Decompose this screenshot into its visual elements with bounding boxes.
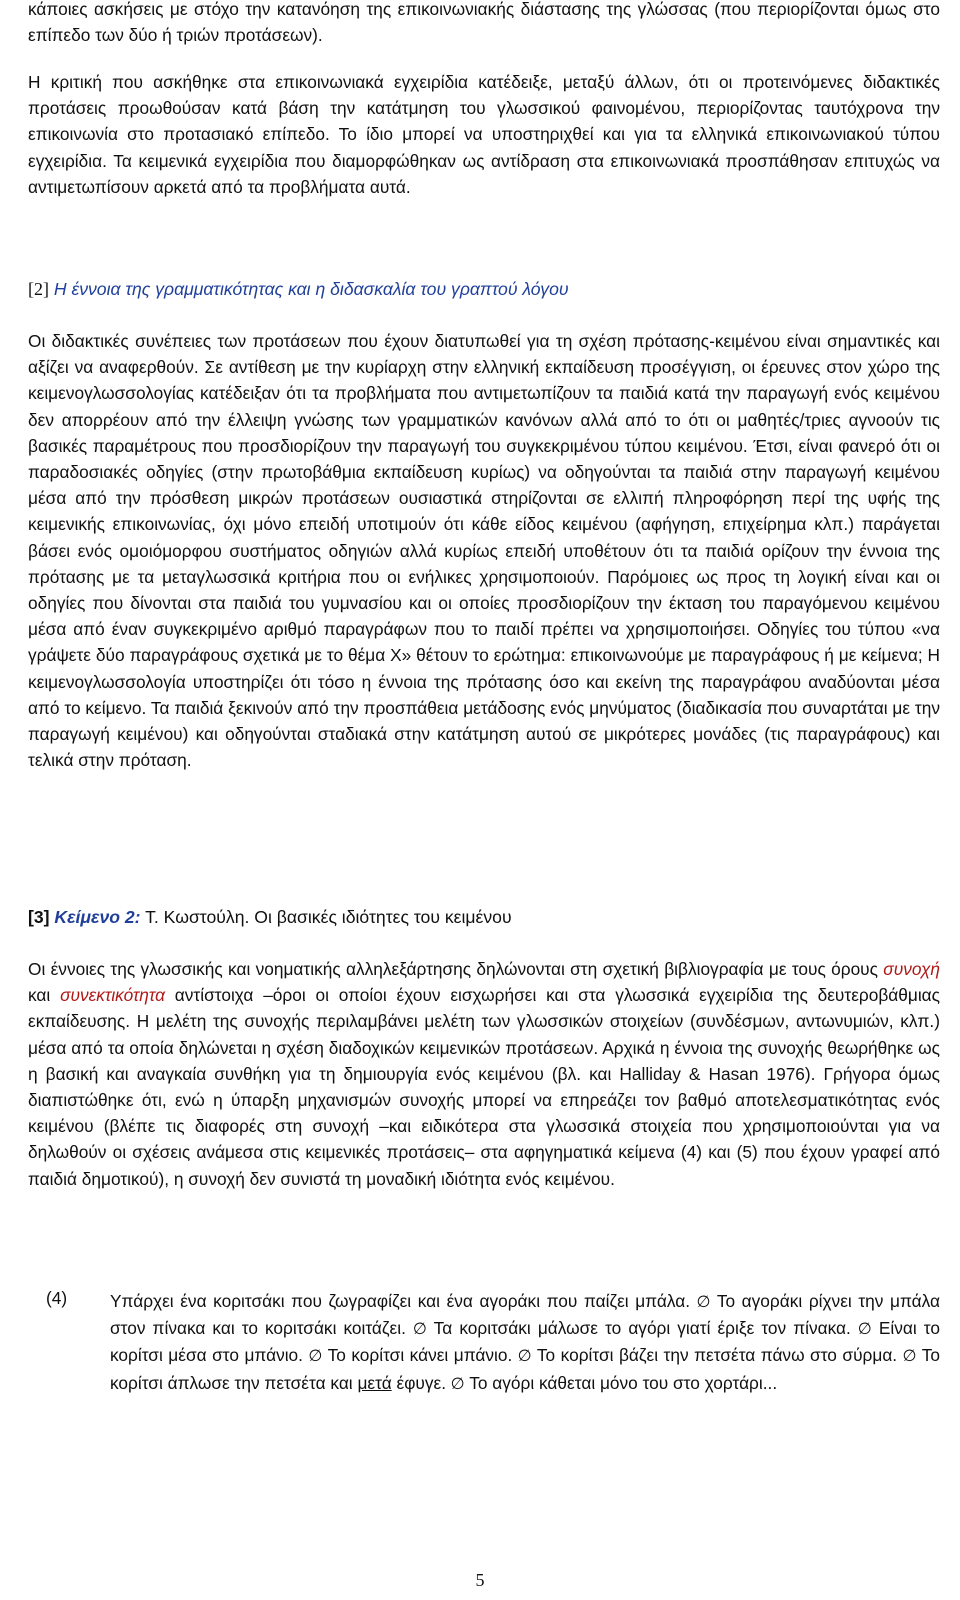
empty-set-icon: ∅ xyxy=(517,1346,532,1366)
section-heading-2 xyxy=(28,276,940,302)
empty-set-icon: ∅ xyxy=(902,1346,917,1366)
example-sentence: Το αγόρι κάθεται μόνο του στο χορτάρι... xyxy=(464,1372,778,1393)
paragraph-grammaticality: Οι διδακτικές συνέπειες των προτάσεων που έχουν διατυπωθεί για τη σχέση πρότασης-κειμένου είναι σημαντικές και αξίζει να αναφερθούν. Σε αντίθεση με την κυρίαρχη στην ελληνική εκπαίδευση προσέγγιση, οι έρευνες στον χώρο της κειμενογλωσσολογίας κατέδειξαν ότι τα προβλήματα που αντιμετωπίζουν τα παιδιά κατά την παραγωγή ενός κειμένου δεν απορρέουν από την έλλειψη γνώσης των γραμματικών κανόνων αλλά από το ότι οι μαθητές/τριες αγνοούν τις βασικές παραμέτρους που προσδιορίζουν την παραγωγή του συγκεκριμένου τύπου κειμένου. Έτσι, είναι φανερό ότι οι παραδοσιακές οδηγίες (στην πρωτοβάθμια εκπαίδευση κυρίως) να οδηγούνται τα παιδιά στην παραγωγή κειμένου μέσα από την πρόσθεση μικρών προτάσεων ουσιαστικά στηρίζονται σε ελλιπή πληροφόρηση περί της υφής της κειμενικής επικοινωνίας, όχι μόνο επειδή υποτιμούν ότι κάθε είδος κειμένου (αφήγηση, επιχείρημα κλπ.) παράγεται βάσει ενός ομοιόμορφου συστήματος οδηγιών αλλά κυρίως επειδή υποθέτουν ότι τα παιδιά ορίζουν την έννοια της πρότασης με τα μεταγλωσσικά κριτήρια που οι ενήλικες χρησιμοποιούν. Παρόμοιες ως προς τη λογική είναι και οι οδηγίες που δίνονται στα παιδιά του γυμνασίου και οι οποίες προσδιορίζουν την έκταση του παραγόμενου κειμένου μέσα από έναν συγκεκριμένο αριθμό παραγράφων που το παιδί πρέπει να χρησιμοποιήσει. Οδηγίες του τύπου «να γράψετε δύο παραγράφους σχετικά με το θέμα Χ» θέτουν το ερώτημα: επικοινωνούμε με παραγράφους ή με κείμενα; Η κειμενογλωσσολογία υποστηρίζει ότι τόσο η έννοια της πρότασης όσο και εκείνη της παραγράφου αναδύονται μέσα από το κείμενο. Τα παιδιά ξεκινούν από την προσπάθεια μετάδοσης ενός μηνύματος (διαδικασία που συναρτάται με την παραγωγή κειμένου) και οδηγούνται σταδιακά στην κατάτμηση αυτού σε μικρότερες μονάδες (τις παραγράφους) και τελικά στην πρόταση. xyxy=(28,331,940,771)
paragraph-text: και xyxy=(28,985,61,1006)
paragraph-critique: Η κριτική που ασκήθηκε στα επικοινωνιακά εγχειρίδια κατέδειξε, μεταξύ άλλων, ότι οι προτεινόμενες διδακτικές προτάσεις προωθούσαν κατά βάση την κατάτμηση του γλωσσικού φαινομένου, περιορίζοντας ταυτόχρονα την επικοινωνία στο προτασιακό επίπεδο. Το ίδιο μπορεί να υποστηριχθεί και για τα ελληνικά επικοινωνιακού τύπου εγχειρίδια. Τα κειμενικά εγχειρίδια που διαμορφώθηκαν ως αντίδραση στα επικοινωνιακά προσπάθησαν επιτυχώς να αντιμετωπίσουν αρκετά από τα προβλήματα αυτά. xyxy=(28,72,940,197)
example-sentence: Υπάρχει ένα κοριτσάκι που ζωγραφίζει και ένα αγοράκι που παίζει μπάλα. xyxy=(110,1291,697,1311)
empty-set-icon: ∅ xyxy=(696,1292,711,1311)
example-sentence: Το κορίτσι άπλωσε την πετσέτα και xyxy=(110,1345,940,1393)
empty-set-icon: ∅ xyxy=(412,1319,427,1339)
paragraph-text: αντίστοιχα –όροι οι οποίοι έχουν εισχωρήσει και στα γλωσσικά εγχειρίδια της δευτεροβάθμιας εκπαίδευσης. Η μελέτη της συνοχής περιλαμβάνει μελέτη των γλωσσικών στοιχείων (συνδέσμων, αντωνυμιών, κλπ.) μέσα από τα οποία δηλώνεται η σχέση διαδοχικών κειμενικών προτάσεων. Αρχικά η έννοια της συνοχής θεωρήθηκε ως η βασική και αναγκαία συνθήκη για τη δημιουργία ενός κειμένου (βλ. και Halliday & Hasan 1976). Γρήγορα όμως διαπιστώθηκε ότι, ενώ η ύπαρξη μηχανισμών συνοχής μπορεί να επηρεάζει τον βαθμό αποτελεσματικότητας ενός κειμένου (βλέπε τις διαφορές στη συνοχή –και ειδικότερα στα γλωσσικά στοιχεία που χρησιμοποιούνται για να δηλωθούν οι σχέσεις ανάμεσα στις κειμενικές προτάσεις– στα αφηγηματικά κείμενα (4) και (5) που έχουν γραφεί από παιδιά δημοτικού), η συνοχή δεν συνιστά τη μοναδική ιδιότητα ενός κειμένου. xyxy=(28,985,940,1189)
section-title: Η έννοια της γραμματικότητας και η διδασκαλία του γραπτού λόγου xyxy=(53,279,569,299)
empty-set-icon: ∅ xyxy=(308,1346,323,1366)
example-sentence: Το κορίτσι κάνει μπάνιο. xyxy=(322,1345,518,1366)
page-number: 5 xyxy=(475,1570,485,1590)
example-sentence: Το κορίτσι βάζει την πετσέτα πάνω στο σύρμα. xyxy=(531,1345,903,1366)
section-heading-3 xyxy=(28,904,940,930)
paragraph-intro-continuation: κάποιες ασκήσεις με στόχο την κατανόηση της επικοινωνιακής διάστασης της γλώσσας (που περιορίζονται όμως στο επίπεδο των δύο ή τριών προτάσεων). xyxy=(28,0,940,46)
term-cohesion: συνοχή xyxy=(883,959,940,979)
empty-set-icon: ∅ xyxy=(857,1319,872,1339)
section-title: Τ. Κωστούλη. Οι βασικές ιδιότητες του κειμένου xyxy=(145,907,512,927)
example-number: (4) xyxy=(46,1288,68,1308)
example-sentence: έφυγε. xyxy=(391,1372,451,1393)
section-number: [3] xyxy=(28,907,50,927)
paragraph-text: Οι έννοιες της γλωσσικής και νοηματικής αλληλεξάρτησης δηλώνονται στη σχετική βιβλιογραφία με τους όρους xyxy=(28,959,884,979)
paragraph-cohesion xyxy=(28,956,940,1192)
example-sentence: Το αγοράκι ρίχνει την μπάλα στον πίνακα και το κοριτσάκι κοιτάζει. xyxy=(110,1291,940,1339)
text-label: Κείμενο 2: xyxy=(54,907,141,927)
example-sentence: Τα κοριτσάκι μάλωσε το αγόρι γιατί έριξε τον πίνακα. xyxy=(426,1318,858,1339)
example-sentence: Είναι το κορίτσι μέσα στο μπάνιο. xyxy=(110,1318,940,1366)
section-number: [2] xyxy=(28,279,49,299)
example-text xyxy=(110,1288,940,1397)
underlined-word: μετά xyxy=(357,1372,392,1393)
empty-set-icon: ∅ xyxy=(450,1373,465,1393)
term-coherence: συνεκτικότητα xyxy=(60,985,165,1006)
